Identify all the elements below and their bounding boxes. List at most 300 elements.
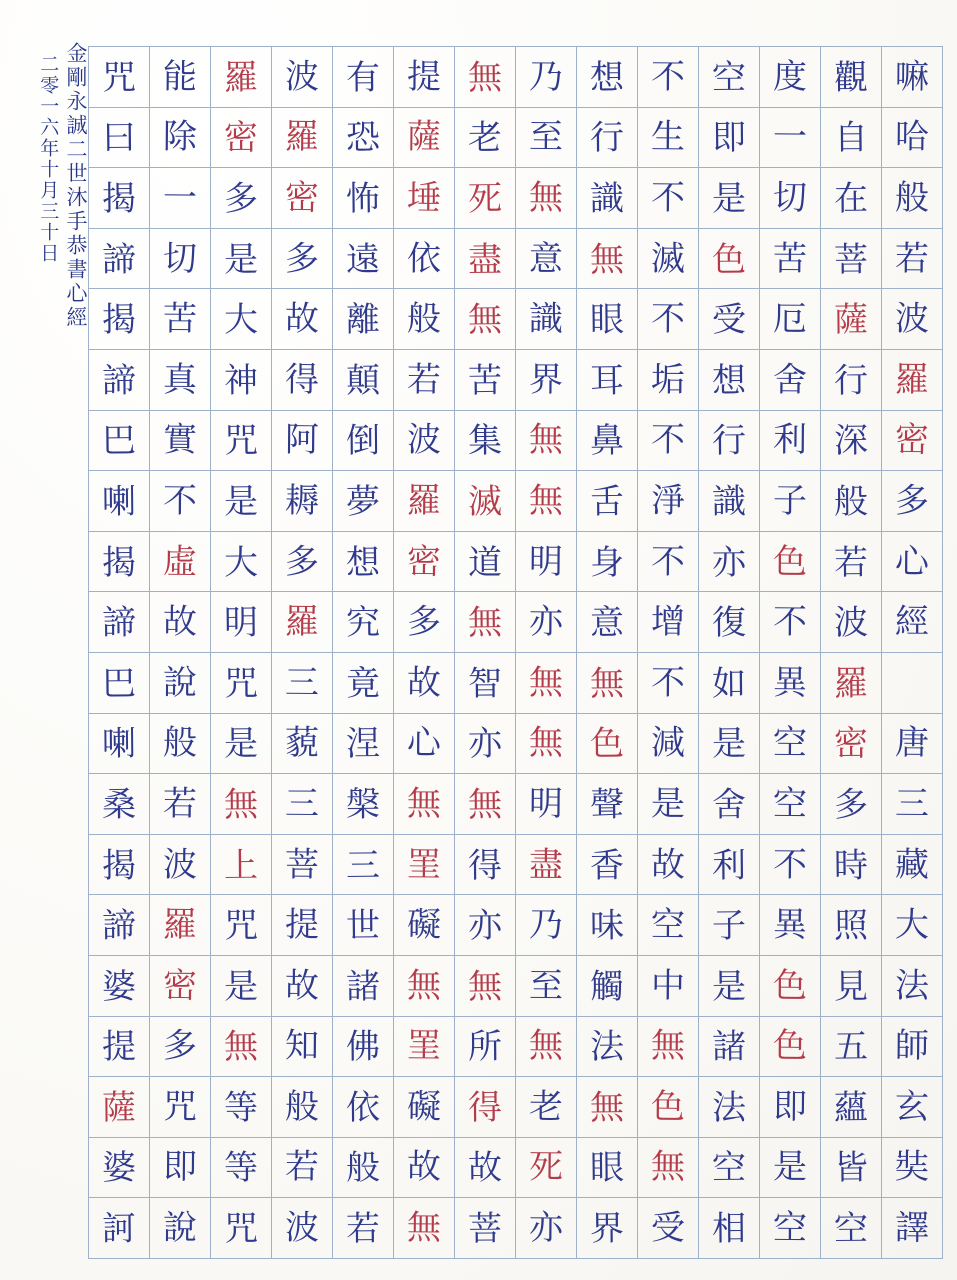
sutra-grid-cell	[760, 1198, 821, 1259]
sutra-character: 色	[589, 724, 625, 765]
sutra-character: 異	[772, 662, 808, 703]
sutra-character: 諸	[345, 966, 381, 1007]
sutra-character: 揭	[101, 178, 137, 220]
sutra-character: 佛	[345, 1027, 381, 1068]
sutra-character: 菩	[467, 1208, 503, 1250]
sutra-character: 耨	[284, 480, 320, 522]
sutra-grid-row	[89, 955, 943, 1016]
sutra-grid-cell	[211, 168, 272, 229]
sutra-grid-cell	[516, 774, 577, 835]
sutra-character: 所	[467, 1027, 503, 1068]
sutra-grid-cell	[394, 713, 455, 774]
sutra-grid-cell	[577, 531, 638, 592]
sutra-grid-cell	[394, 410, 455, 471]
sutra-grid-cell	[89, 531, 150, 592]
sutra-character: 有	[345, 57, 381, 98]
sutra-grid-cell	[89, 834, 150, 895]
sutra-grid-cell	[516, 168, 577, 229]
sutra-grid-cell	[455, 774, 516, 835]
sutra-character: 奘	[894, 1147, 930, 1188]
sutra-character: 即	[162, 1147, 198, 1188]
sutra-grid-cell	[760, 895, 821, 956]
sutra-grid-cell	[455, 1077, 516, 1138]
sutra-grid-cell	[516, 713, 577, 774]
sutra-grid-cell	[333, 471, 394, 532]
sutra-grid-cell	[821, 713, 882, 774]
sutra-character: 垢	[650, 359, 686, 400]
sutra-grid-cell	[333, 774, 394, 835]
sutra-character: 心	[894, 541, 930, 582]
sutra-grid-row	[89, 592, 943, 653]
sutra-character: 礙	[406, 904, 442, 946]
sutra-character: 菩	[833, 239, 869, 280]
sutra-grid-cell	[760, 834, 821, 895]
sutra-character: 是	[711, 178, 747, 220]
sutra-grid-cell	[821, 895, 882, 956]
sutra-grid-cell	[394, 349, 455, 410]
sutra-character: 亦	[711, 542, 747, 583]
sutra-character: 明	[223, 602, 259, 644]
sutra-character: 自	[833, 118, 869, 159]
sutra-grid-cell	[577, 834, 638, 895]
sutra-grid-cell	[577, 713, 638, 774]
sutra-character: 多	[284, 541, 320, 582]
sutra-character: 若	[162, 783, 198, 825]
sutra-character: 密	[894, 420, 930, 461]
sutra-character: 三	[284, 783, 320, 825]
sutra-grid-cell	[760, 592, 821, 653]
sutra-character: 若	[833, 542, 869, 583]
sutra-character: 般	[345, 1148, 381, 1189]
sutra-grid-cell	[577, 289, 638, 350]
sutra-grid-cell	[638, 652, 699, 713]
sutra-character: 利	[772, 420, 808, 461]
sutra-character: 除	[162, 117, 198, 158]
sutra-character: 觸	[589, 966, 625, 1007]
sutra-character: 密	[162, 965, 198, 1006]
sutra-grid-cell	[577, 895, 638, 956]
sutra-character: 眼	[589, 299, 625, 341]
sutra-grid-row	[89, 289, 943, 350]
sutra-character: 諦	[101, 602, 137, 644]
sutra-character: 無	[528, 420, 564, 461]
sutra-grid-cell	[455, 410, 516, 471]
sutra-grid-cell	[516, 107, 577, 168]
sutra-grid-cell	[760, 531, 821, 592]
colophon-date-text: 二零一六年十月三十日	[37, 54, 60, 264]
sutra-grid-cell	[516, 471, 577, 532]
sutra-character: 咒	[223, 905, 259, 947]
sutra-character: 怖	[345, 178, 381, 220]
sutra-grid-cell	[882, 228, 943, 289]
sutra-grid-cell	[150, 652, 211, 713]
sutra-character: 故	[406, 662, 442, 703]
sutra-grid-cell	[455, 834, 516, 895]
sutra-character: 死	[467, 178, 503, 220]
sutra-character: 諦	[101, 239, 137, 280]
sutra-grid-cell	[333, 410, 394, 471]
sutra-character: 涅	[345, 724, 381, 765]
sutra-grid-cell	[760, 349, 821, 410]
sutra-character: 槃	[345, 784, 381, 826]
sutra-grid-cell	[89, 1137, 150, 1198]
sutra-character: 顛	[345, 360, 381, 401]
sutra-grid-cell	[89, 1077, 150, 1138]
sutra-character: 多	[894, 480, 930, 522]
colophon	[18, 42, 88, 1222]
sutra-character: 法	[711, 1087, 747, 1129]
sutra-character: 如	[711, 663, 747, 704]
sutra-grid-cell	[699, 955, 760, 1016]
sutra-grid-cell	[333, 47, 394, 108]
sutra-character: 波	[284, 1207, 320, 1249]
sutra-character: 經	[894, 601, 930, 643]
sutra-grid-cell	[821, 228, 882, 289]
sutra-character: 說	[162, 1207, 198, 1249]
sutra-character: 是	[223, 966, 259, 1007]
sutra-grid-cell	[516, 955, 577, 1016]
sutra-grid-cell	[272, 531, 333, 592]
sutra-grid-cell	[516, 410, 577, 471]
sutra-character: 罣	[406, 844, 442, 885]
sutra-grid-row	[89, 228, 943, 289]
sutra-grid-cell	[455, 1198, 516, 1259]
sutra-character: 離	[345, 299, 381, 341]
sutra-character: 罣	[406, 1026, 442, 1067]
sutra-character: 五	[833, 1027, 869, 1068]
sutra-grid-cell	[638, 289, 699, 350]
sutra-character: 若	[406, 359, 442, 400]
sutra-grid-cell	[882, 955, 943, 1016]
sutra-character: 咒	[223, 421, 259, 462]
sutra-grid-cell	[760, 774, 821, 835]
sutra-character: 乃	[528, 56, 564, 97]
sutra-grid-cell	[150, 592, 211, 653]
sutra-character: 世	[345, 905, 381, 947]
sutra-character: 明	[528, 541, 564, 582]
sutra-grid-cell	[150, 1198, 211, 1259]
sutra-grid-cell	[150, 1137, 211, 1198]
sutra-grid-cell	[882, 289, 943, 350]
sutra-grid-cell	[89, 592, 150, 653]
sutra-character: 不	[772, 601, 808, 643]
sutra-character: 死	[528, 1147, 564, 1188]
sutra-character: 無	[406, 965, 442, 1006]
sutra-grid-cell	[455, 592, 516, 653]
sutra-character: 嘛	[894, 56, 930, 97]
sutra-character: 咒	[162, 1086, 198, 1128]
sutra-grid-row	[89, 471, 943, 532]
sutra-grid-cell	[638, 531, 699, 592]
sutra-grid-cell	[577, 1137, 638, 1198]
sutra-character: 真	[162, 359, 198, 400]
sutra-character: 多	[833, 784, 869, 826]
sutra-character: 波	[894, 299, 930, 340]
sutra-character: 淨	[650, 480, 686, 522]
sutra-grid-cell	[638, 168, 699, 229]
sutra-grid-cell	[516, 349, 577, 410]
sutra-grid-cell	[455, 652, 516, 713]
sutra-character: 故	[650, 844, 686, 885]
sutra-character: 婆	[101, 966, 137, 1007]
sutra-character: 是	[223, 239, 259, 280]
sutra-grid-cell	[272, 895, 333, 956]
sutra-grid-cell	[455, 47, 516, 108]
sutra-grid-cell	[89, 107, 150, 168]
sutra-character: 密	[833, 724, 869, 765]
sutra-grid-cell	[882, 531, 943, 592]
sutra-grid-cell	[699, 713, 760, 774]
sutra-character: 咒	[223, 1208, 259, 1250]
sutra-character: 亦	[528, 601, 564, 643]
sutra-grid-cell	[211, 471, 272, 532]
sutra-grid-cell	[211, 1198, 272, 1259]
sutra-grid-cell	[394, 592, 455, 653]
sutra-character: 亦	[528, 1207, 564, 1249]
sutra-character: 若	[345, 1208, 381, 1250]
sutra-grid-cell	[638, 1198, 699, 1259]
sutra-character: 界	[589, 1208, 625, 1250]
sutra-grid-row	[89, 774, 943, 835]
sutra-character: 即	[711, 118, 747, 159]
sutra-grid-cell	[516, 289, 577, 350]
sutra-grid-cell	[699, 895, 760, 956]
sutra-grid-cell	[211, 834, 272, 895]
sutra-grid-cell	[272, 652, 333, 713]
sutra-grid-cell	[638, 895, 699, 956]
sutra-character: 揭	[101, 299, 137, 341]
sutra-character: 厄	[772, 299, 808, 340]
sutra-character: 諸	[711, 1027, 747, 1068]
sutra-grid-cell	[882, 107, 943, 168]
sutra-grid-cell	[394, 652, 455, 713]
sutra-character: 曰	[101, 118, 137, 159]
sutra-character: 色	[772, 965, 808, 1006]
sutra-grid-cell	[272, 1137, 333, 1198]
sutra-character: 提	[406, 56, 442, 97]
sutra-grid-cell	[272, 349, 333, 410]
sutra-grid	[88, 46, 943, 1259]
sutra-grid-row	[89, 1016, 943, 1077]
sutra-character: 滅	[467, 481, 503, 523]
sutra-grid-cell	[455, 955, 516, 1016]
sutra-character: 不	[650, 56, 686, 97]
sutra-grid-row	[89, 531, 943, 592]
sutra-character: 是	[223, 724, 259, 765]
sutra-grid-cell	[638, 107, 699, 168]
sutra-grid-cell	[150, 228, 211, 289]
sutra-grid-cell	[211, 289, 272, 350]
sutra-grid-cell	[150, 349, 211, 410]
sutra-character: 乃	[528, 904, 564, 946]
sutra-character: 色	[772, 541, 808, 582]
sutra-character: 波	[162, 844, 198, 885]
sutra-character: 藐	[284, 723, 320, 764]
sutra-grid-cell	[699, 289, 760, 350]
sutra-character: 不	[772, 844, 808, 885]
sutra-grid-cell	[150, 1016, 211, 1077]
sutra-character: 受	[711, 299, 747, 341]
sutra-grid-cell	[272, 47, 333, 108]
sutra-character: 不	[162, 480, 198, 522]
sutra-grid-cell	[577, 471, 638, 532]
sutra-character: 實	[162, 420, 198, 461]
sutra-character: 色	[650, 1086, 686, 1128]
sutra-character: 故	[284, 965, 320, 1006]
sutra-grid-cell	[333, 1198, 394, 1259]
sutra-grid-cell	[455, 531, 516, 592]
sutra-grid-cell	[699, 1198, 760, 1259]
sutra-grid-cell	[333, 652, 394, 713]
sutra-grid-cell	[89, 289, 150, 350]
sutra-grid-cell	[272, 834, 333, 895]
sutra-character: 切	[162, 238, 198, 279]
sutra-grid-cell	[821, 47, 882, 108]
sutra-grid-cell	[516, 531, 577, 592]
sutra-grid-cell	[150, 713, 211, 774]
sutra-character: 舌	[589, 481, 625, 523]
sutra-grid-cell	[516, 1198, 577, 1259]
sutra-character: 藏	[894, 844, 930, 885]
sutra-grid-cell	[333, 349, 394, 410]
sutra-grid-cell	[638, 592, 699, 653]
sutra-character: 智	[467, 663, 503, 704]
sutra-grid-cell	[89, 652, 150, 713]
sutra-grid-cell	[577, 349, 638, 410]
sutra-character: 無	[589, 239, 625, 280]
sutra-grid-cell	[394, 1137, 455, 1198]
sutra-character: 故	[284, 299, 320, 340]
sutra-grid-cell	[150, 168, 211, 229]
sutra-character: 法	[894, 965, 930, 1006]
sutra-character: 意	[528, 238, 564, 279]
sutra-grid-cell	[272, 410, 333, 471]
sutra-grid-cell	[211, 410, 272, 471]
sutra-character: 受	[650, 1207, 686, 1249]
sutra-character: 相	[711, 1208, 747, 1250]
sutra-character: 空	[772, 783, 808, 825]
sutra-grid-cell	[882, 713, 943, 774]
sutra-grid-cell	[150, 47, 211, 108]
sutra-grid-cell	[211, 955, 272, 1016]
sutra-grid-cell	[699, 1077, 760, 1138]
sutra-character: 不	[650, 299, 686, 340]
sutra-character: 無	[467, 966, 503, 1007]
sutra-grid-cell	[882, 895, 943, 956]
sutra-character: 師	[894, 1026, 930, 1067]
sutra-grid-cell	[272, 471, 333, 532]
sutra-character: 般	[162, 723, 198, 764]
sutra-character: 即	[772, 1086, 808, 1128]
sutra-character: 無	[467, 602, 503, 644]
sutra-grid-cell	[89, 774, 150, 835]
sutra-character: 空	[833, 1208, 869, 1250]
sutra-grid-container	[88, 46, 930, 1250]
sutra-character: 故	[162, 601, 198, 643]
sutra-grid-cell	[821, 592, 882, 653]
sutra-character: 密	[406, 541, 442, 582]
sutra-grid-cell	[150, 834, 211, 895]
sutra-character: 法	[589, 1027, 625, 1068]
sutra-grid-cell	[150, 1077, 211, 1138]
sutra-grid-cell	[150, 107, 211, 168]
sutra-character: 是	[650, 783, 686, 825]
sutra-character: 老	[528, 1086, 564, 1128]
sutra-character: 切	[772, 177, 808, 219]
sutra-character: 舍	[711, 784, 747, 826]
sutra-grid-cell	[760, 1137, 821, 1198]
sutra-character: 想	[589, 57, 625, 98]
sutra-grid-cell	[699, 592, 760, 653]
sutra-character: 空	[711, 57, 747, 98]
sutra-grid-cell	[394, 47, 455, 108]
sutra-character: 不	[650, 662, 686, 703]
sutra-grid-cell	[455, 168, 516, 229]
sutra-grid-cell	[333, 834, 394, 895]
sutra-grid-cell	[516, 1016, 577, 1077]
sutra-character: 大	[223, 542, 259, 583]
sutra-grid-cell	[882, 592, 943, 653]
sutra-grid-cell	[272, 289, 333, 350]
sutra-character: 亦	[467, 905, 503, 947]
sutra-grid-cell	[89, 349, 150, 410]
sutra-character: 無	[528, 1026, 564, 1067]
sutra-grid-body	[89, 47, 943, 1259]
sutra-grid-cell	[333, 531, 394, 592]
sutra-character: 香	[589, 845, 625, 886]
sutra-grid-cell	[394, 471, 455, 532]
sutra-character: 苦	[162, 299, 198, 340]
sutra-grid-cell	[211, 895, 272, 956]
sutra-character: 見	[833, 966, 869, 1007]
sutra-grid-cell	[272, 107, 333, 168]
sutra-character: 依	[406, 238, 442, 279]
sutra-character: 羅	[223, 57, 259, 98]
sutra-grid-cell	[577, 1077, 638, 1138]
sutra-character: 心	[406, 723, 442, 764]
sutra-grid-cell	[333, 1016, 394, 1077]
sutra-grid-cell	[333, 1137, 394, 1198]
sutra-grid-cell	[516, 228, 577, 289]
sutra-grid-cell	[699, 228, 760, 289]
sutra-character: 道	[467, 542, 503, 583]
sutra-character: 波	[284, 56, 320, 97]
sutra-grid-cell	[211, 1016, 272, 1077]
sutra-character: 是	[772, 1147, 808, 1188]
sutra-grid-cell	[394, 774, 455, 835]
sutra-character: 咒	[101, 57, 137, 98]
sutra-character: 盡	[467, 239, 503, 280]
sutra-character: 唐	[894, 723, 930, 764]
sutra-grid-cell	[333, 713, 394, 774]
sutra-character: 觀	[833, 57, 869, 98]
sutra-character: 無	[406, 783, 442, 825]
sutra-grid-cell	[455, 895, 516, 956]
sutra-character: 識	[589, 178, 625, 220]
sutra-grid-cell	[882, 471, 943, 532]
sutra-grid-cell	[882, 1137, 943, 1198]
sutra-grid-cell	[211, 531, 272, 592]
sutra-grid-cell	[882, 168, 943, 229]
sutra-character: 玄	[894, 1086, 930, 1128]
sutra-grid-cell	[699, 47, 760, 108]
sutra-grid-cell	[211, 349, 272, 410]
sutra-character: 增	[650, 601, 686, 643]
sutra-character: 是	[223, 481, 259, 523]
sutra-character: 無	[406, 1207, 442, 1249]
sutra-grid-cell	[150, 895, 211, 956]
sutra-grid-cell	[455, 228, 516, 289]
